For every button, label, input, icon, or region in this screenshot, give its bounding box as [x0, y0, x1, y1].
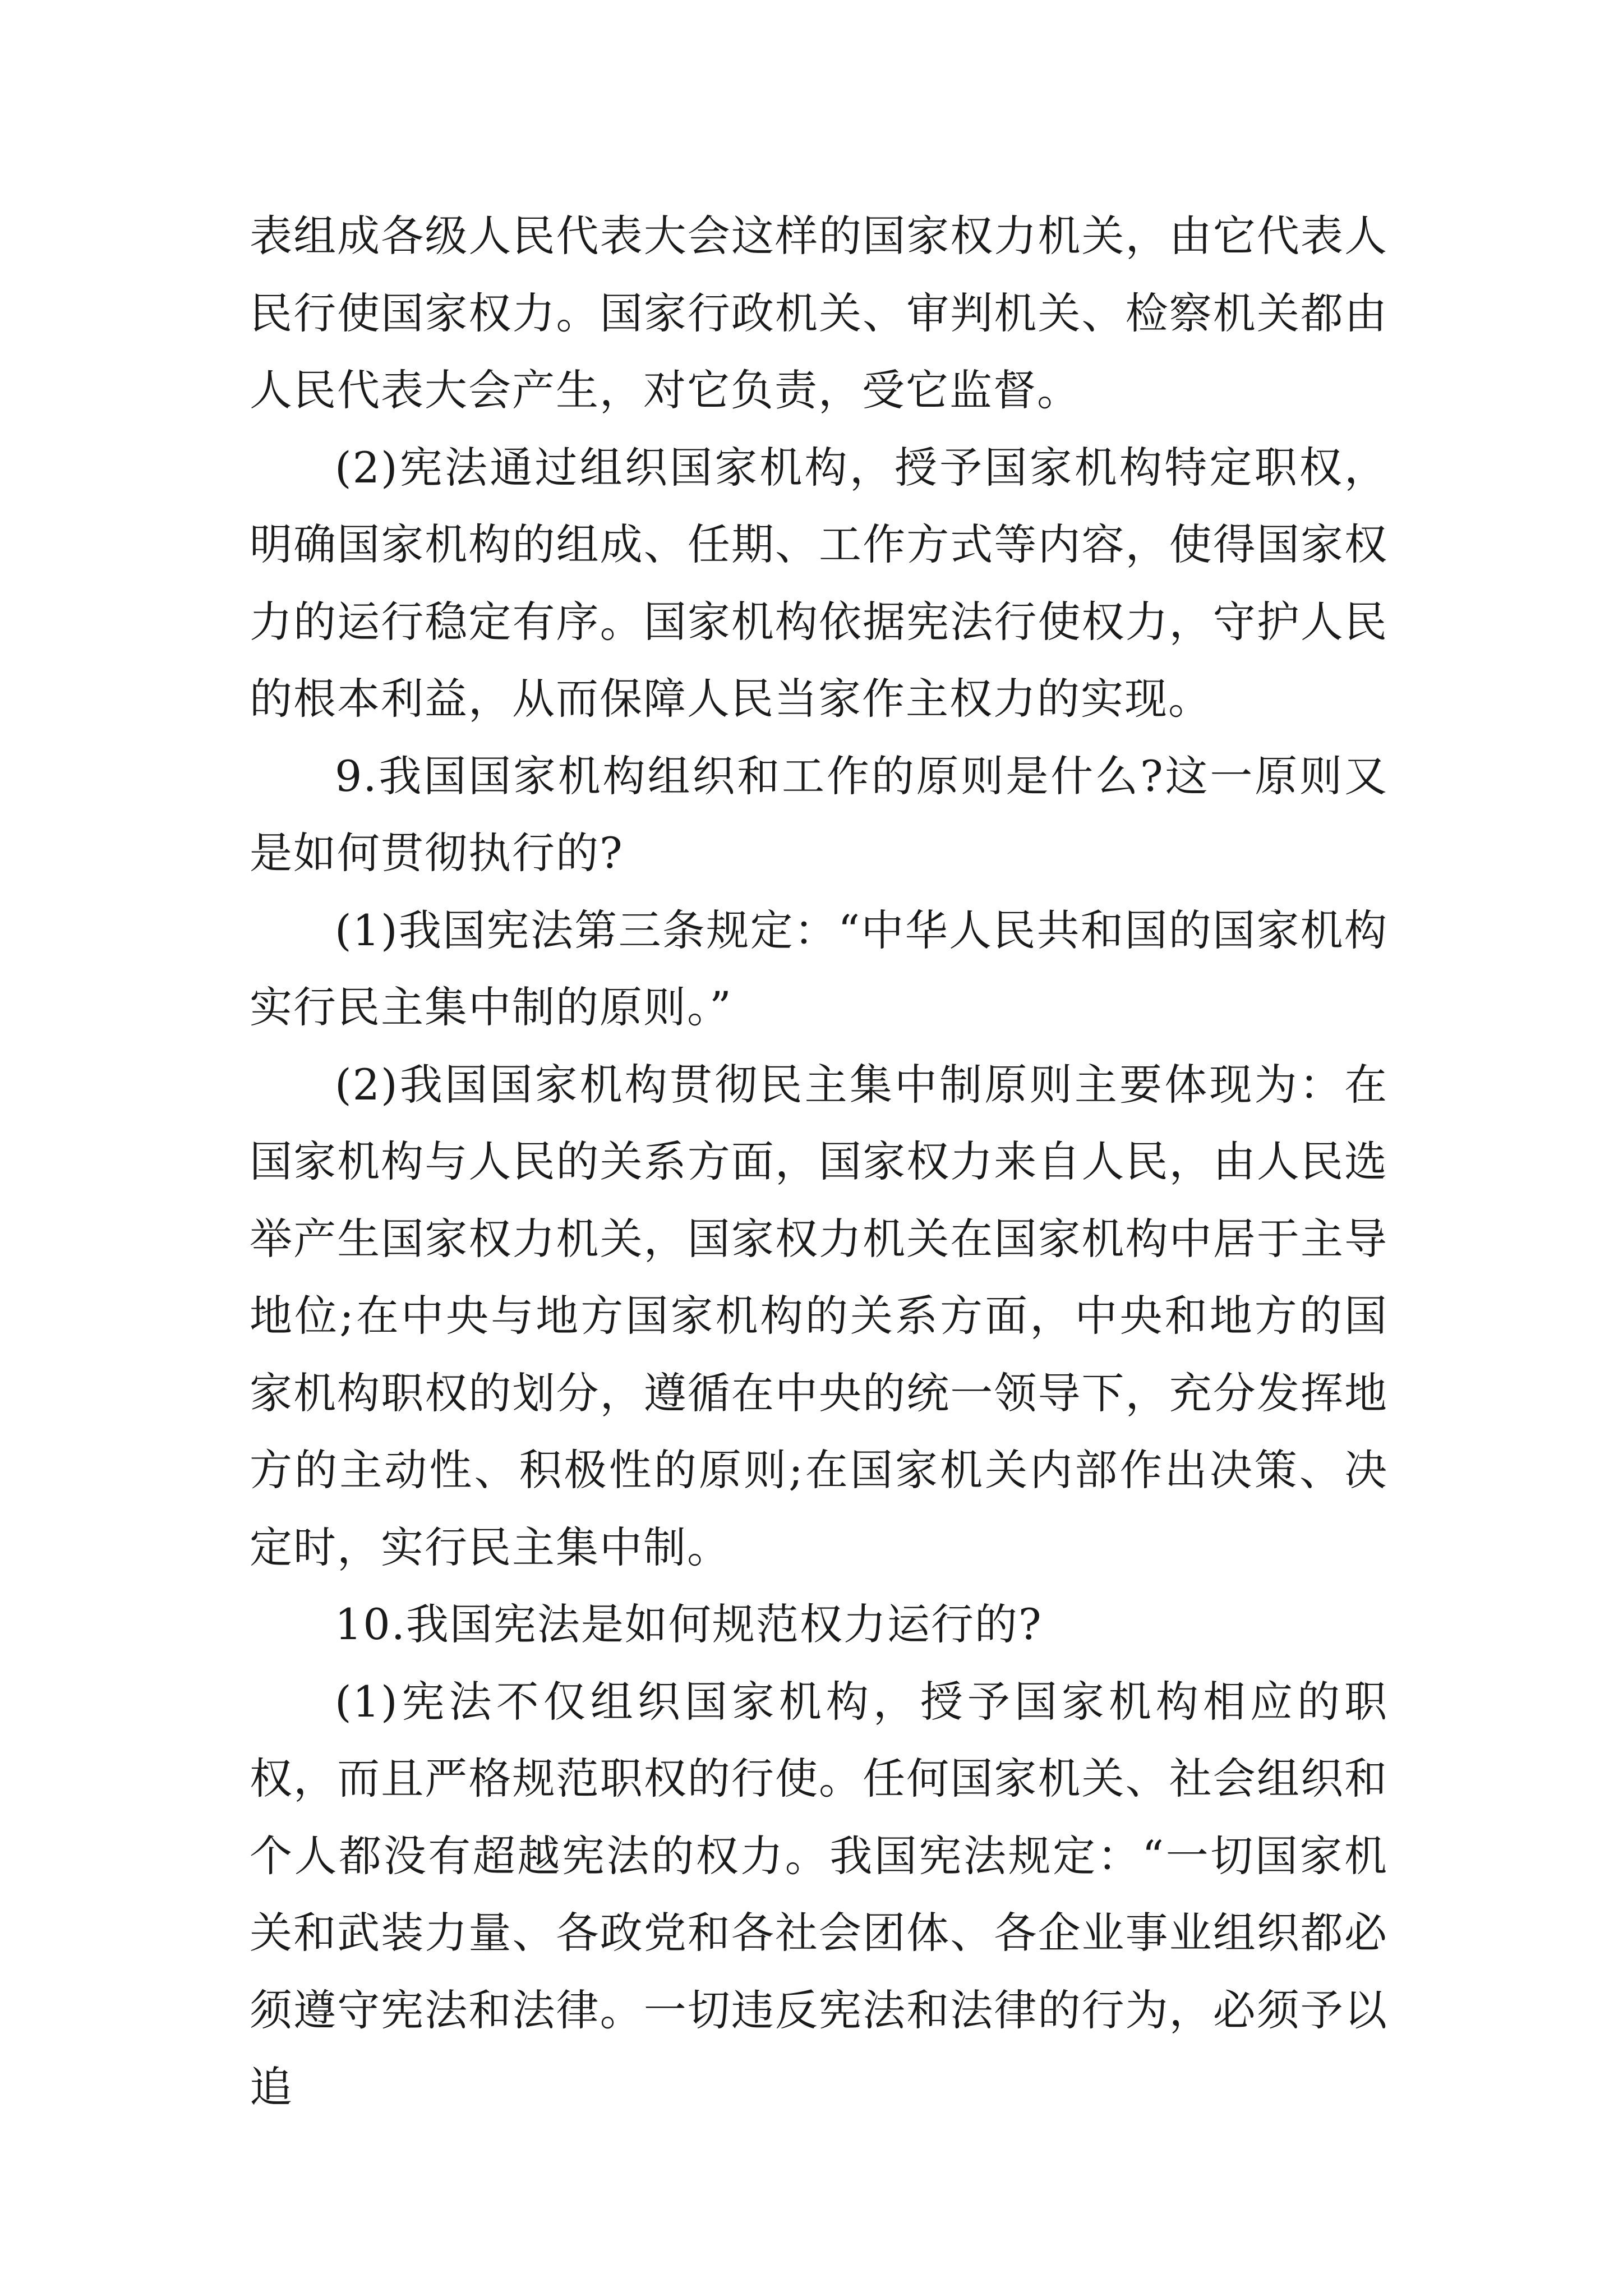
paragraph-answer-10-point-1: (1)宪法不仅组织国家机构，授予国家机构相应的职权，而且严格规范职权的行使。任何国家机关、社会组织和个人都没有超越宪法的权力。我国宪法规定：“一切国家机关和武装力量、各政党和各社会团体、各企业事业组织都必须遵守宪法和法律。一切违反宪法和法律的行为，必须予以追 — [250, 1676, 1388, 2112]
paragraph-continuation: 表组成各级人民代表大会这样的国家权力机关，由它代表人民行使国家权力。国家行政机关、审判机关、检察机关都由人民代表大会产生，对它负责，受它监督。 — [250, 211, 1388, 415]
paragraph-answer-9-point-1: (1)我国宪法第三条规定：“中华人民共和国的国家机构实行民主集中制的原则。” — [250, 905, 1388, 1032]
paragraph-point-2-organization: (2)宪法通过组织国家机构，授予国家机构特定职权，明确国家机构的组成、任期、工作方式等内容，使得国家权力的运行稳定有序。国家机构依据宪法行使权力，守护人民的根本利益，从而保障人民当家作主权力的实现。 — [250, 442, 1388, 724]
question-10-heading: 10.我国宪法是如何规范权力运行的? — [335, 1599, 1043, 1649]
paragraph-answer-9-point-2: (2)我国国家机构贯彻民主集中制原则主要体现为：在国家机构与人民的关系方面，国家权力来自人民，由人民选举产生国家权力机关，国家权力机关在国家机构中居于主导地位;在中央与地方国家机构的关系方面，中央和地方的国家机构职权的划分，遵循在中央的统一领导下，充分发挥地方的主动性、积极性的原则;在国家机关内部作出决策、决定时，实行民主集中制。 — [250, 1059, 1388, 1572]
question-9-heading: 9.我国国家机构组织和工作的原则是什么?这一原则又是如何贯彻执行的? — [250, 751, 1388, 878]
document-body — [250, 197, 1388, 2126]
